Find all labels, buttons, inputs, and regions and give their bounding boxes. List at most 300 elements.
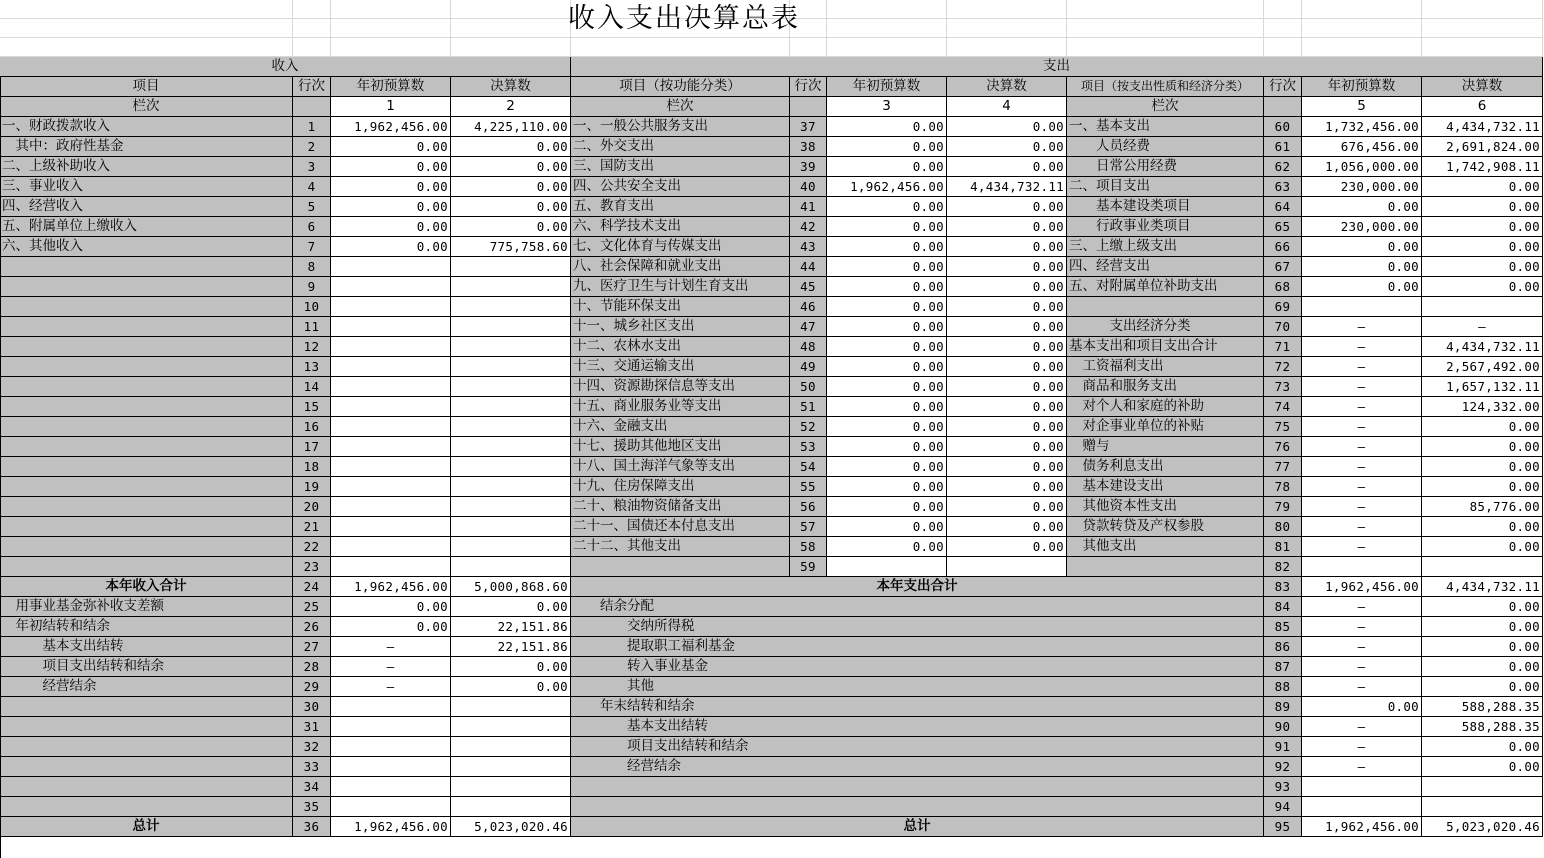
col-header-item-econ[interactable]: 项目（按支出性质和经济分类） — [1067, 77, 1264, 97]
expense-econ-label[interactable]: 五、对附属单位补助支出 — [1067, 277, 1264, 297]
income-summary-label[interactable]: 项目支出结转和结余 — [0, 657, 293, 677]
income-item-label[interactable]: 六、其他收入 — [0, 237, 293, 257]
income-summary-budget[interactable]: — — [331, 677, 451, 697]
income-summary-final[interactable] — [451, 717, 571, 737]
income-budget[interactable] — [331, 397, 451, 417]
expense-func-row-no[interactable]: 38 — [790, 137, 827, 157]
expense-econ-budget[interactable]: — — [1302, 497, 1422, 517]
expense-summary-final[interactable]: 5,023,020.46 — [1422, 817, 1543, 837]
expense-econ-label[interactable]: 工资福利支出 — [1067, 357, 1264, 377]
income-budget[interactable]: 0.00 — [331, 237, 451, 257]
expense-econ-label[interactable]: 四、经营支出 — [1067, 257, 1264, 277]
income-final[interactable] — [451, 557, 571, 577]
expense-summary-row-no[interactable]: 86 — [1264, 637, 1302, 657]
income-budget[interactable]: 0.00 — [331, 177, 451, 197]
expense-summary-label[interactable]: 经营结余 — [571, 757, 1264, 777]
income-item-label[interactable] — [0, 417, 293, 437]
expense-econ-label[interactable] — [1067, 557, 1264, 577]
expense-func-final[interactable]: 0.00 — [947, 357, 1067, 377]
expense-summary-row-no[interactable]: 83 — [1264, 577, 1302, 597]
expense-func-final[interactable]: 0.00 — [947, 517, 1067, 537]
expense-econ-budget[interactable]: — — [1302, 477, 1422, 497]
expense-func-label[interactable] — [571, 557, 790, 577]
expense-econ-row-no[interactable]: 63 — [1264, 177, 1302, 197]
income-budget[interactable]: 0.00 — [331, 197, 451, 217]
income-row-no[interactable]: 4 — [293, 177, 331, 197]
expense-econ-final[interactable]: 2,691,824.00 — [1422, 137, 1543, 157]
income-row-no[interactable]: 9 — [293, 277, 331, 297]
income-budget[interactable]: 0.00 — [331, 217, 451, 237]
expense-func-budget[interactable]: 0.00 — [827, 397, 947, 417]
expense-econ-final[interactable]: 85,776.00 — [1422, 497, 1543, 517]
income-item-label[interactable] — [0, 377, 293, 397]
income-summary-label[interactable]: 年初结转和结余 — [0, 617, 293, 637]
expense-econ-budget[interactable]: 1,732,456.00 — [1302, 117, 1422, 137]
expense-econ-budget[interactable]: — — [1302, 437, 1422, 457]
income-row-no[interactable]: 1 — [293, 117, 331, 137]
expense-econ-row-no[interactable]: 68 — [1264, 277, 1302, 297]
income-row-no[interactable]: 13 — [293, 357, 331, 377]
expense-func-label[interactable]: 十三、交通运输支出 — [571, 357, 790, 377]
expense-summary-row-no[interactable]: 91 — [1264, 737, 1302, 757]
expense-func-final[interactable]: 0.00 — [947, 457, 1067, 477]
expense-econ-budget[interactable]: — — [1302, 457, 1422, 477]
expense-econ-row-no[interactable]: 70 — [1264, 317, 1302, 337]
expense-econ-row-no[interactable]: 66 — [1264, 237, 1302, 257]
expense-func-label[interactable]: 三、国防支出 — [571, 157, 790, 177]
expense-func-label[interactable]: 二十二、其他支出 — [571, 537, 790, 557]
expense-func-row-no[interactable]: 46 — [790, 297, 827, 317]
income-item-label[interactable]: 三、事业收入 — [0, 177, 293, 197]
expense-econ-budget[interactable]: 0.00 — [1302, 257, 1422, 277]
expense-summary-label[interactable]: 转入事业基金 — [571, 657, 1264, 677]
col-header-final[interactable]: 决算数 — [1422, 77, 1543, 97]
income-budget[interactable] — [331, 337, 451, 357]
expense-func-row-no[interactable]: 51 — [790, 397, 827, 417]
expense-summary-final[interactable]: 0.00 — [1422, 637, 1543, 657]
income-summary-label[interactable] — [0, 737, 293, 757]
expense-summary-final[interactable] — [1422, 797, 1543, 817]
expense-func-final[interactable]: 0.00 — [947, 317, 1067, 337]
col-number[interactable]: 5 — [1302, 97, 1422, 117]
expense-summary-row-no[interactable]: 88 — [1264, 677, 1302, 697]
expense-econ-row-no[interactable]: 82 — [1264, 557, 1302, 577]
expense-func-row-no[interactable]: 48 — [790, 337, 827, 357]
expense-econ-row-no[interactable]: 80 — [1264, 517, 1302, 537]
income-summary-label[interactable] — [0, 777, 293, 797]
income-budget[interactable] — [331, 277, 451, 297]
income-summary-budget[interactable]: — — [331, 637, 451, 657]
income-row-no[interactable]: 19 — [293, 477, 331, 497]
expense-func-row-no[interactable]: 59 — [790, 557, 827, 577]
income-item-label[interactable]: 四、经营收入 — [0, 197, 293, 217]
expense-func-final[interactable]: 0.00 — [947, 377, 1067, 397]
col-header-budget[interactable]: 年初预算数 — [331, 77, 451, 97]
expense-func-label[interactable]: 二十一、国债还本付息支出 — [571, 517, 790, 537]
expense-summary-budget[interactable]: — — [1302, 717, 1422, 737]
income-summary-final[interactable] — [451, 697, 571, 717]
expense-func-budget[interactable] — [827, 557, 947, 577]
expense-econ-final[interactable]: 4,434,732.11 — [1422, 337, 1543, 357]
expense-func-budget[interactable]: 0.00 — [827, 377, 947, 397]
col-number[interactable]: 6 — [1422, 97, 1543, 117]
expense-summary-final[interactable]: 0.00 — [1422, 757, 1543, 777]
income-section-header[interactable]: 收入 — [0, 57, 571, 77]
income-budget[interactable]: 1,962,456.00 — [331, 117, 451, 137]
income-final[interactable] — [451, 517, 571, 537]
col-number[interactable]: 1 — [331, 97, 451, 117]
expense-econ-label[interactable]: 行政事业类项目 — [1067, 217, 1264, 237]
expense-func-budget[interactable]: 0.00 — [827, 337, 947, 357]
expense-summary-row-no[interactable]: 87 — [1264, 657, 1302, 677]
expense-summary-final[interactable]: 0.00 — [1422, 737, 1543, 757]
expense-econ-label[interactable]: 对个人和家庭的补助 — [1067, 397, 1264, 417]
expense-func-final[interactable]: 0.00 — [947, 417, 1067, 437]
expense-econ-row-no[interactable]: 61 — [1264, 137, 1302, 157]
expense-econ-label[interactable]: 人员经费 — [1067, 137, 1264, 157]
expense-econ-final[interactable]: 0.00 — [1422, 257, 1543, 277]
income-final[interactable] — [451, 317, 571, 337]
income-item-label[interactable] — [0, 517, 293, 537]
col-label[interactable]: 栏次 — [571, 97, 790, 117]
expense-econ-label[interactable]: 其他资本性支出 — [1067, 497, 1264, 517]
col-label-blank[interactable] — [1264, 97, 1302, 117]
expense-summary-row-no[interactable]: 85 — [1264, 617, 1302, 637]
expense-econ-label[interactable]: 日常公用经费 — [1067, 157, 1264, 177]
expense-summary-label[interactable] — [571, 777, 1264, 797]
col-header-row-no[interactable]: 行次 — [790, 77, 827, 97]
expense-func-final[interactable]: 0.00 — [947, 297, 1067, 317]
income-summary-label[interactable]: 总计 — [0, 817, 293, 837]
expense-func-label[interactable]: 八、社会保障和就业支出 — [571, 257, 790, 277]
expense-econ-label[interactable]: 一、基本支出 — [1067, 117, 1264, 137]
income-item-label[interactable] — [0, 317, 293, 337]
expense-summary-budget[interactable]: 0.00 — [1302, 697, 1422, 717]
expense-func-row-no[interactable]: 53 — [790, 437, 827, 457]
expense-summary-label[interactable]: 结余分配 — [571, 597, 1264, 617]
expense-summary-final[interactable]: 0.00 — [1422, 657, 1543, 677]
income-row-no[interactable]: 5 — [293, 197, 331, 217]
income-row-no[interactable]: 21 — [293, 517, 331, 537]
income-final[interactable] — [451, 337, 571, 357]
expense-section-header[interactable]: 支出 — [571, 57, 1543, 77]
expense-econ-final[interactable]: 2,567,492.00 — [1422, 357, 1543, 377]
expense-econ-final[interactable]: 0.00 — [1422, 197, 1543, 217]
expense-econ-row-no[interactable]: 73 — [1264, 377, 1302, 397]
income-final[interactable] — [451, 537, 571, 557]
income-budget[interactable] — [331, 297, 451, 317]
income-summary-row-no[interactable]: 32 — [293, 737, 331, 757]
expense-func-budget[interactable]: 0.00 — [827, 197, 947, 217]
col-header-row-no[interactable]: 行次 — [293, 77, 331, 97]
expense-func-final[interactable]: 0.00 — [947, 237, 1067, 257]
income-summary-row-no[interactable]: 28 — [293, 657, 331, 677]
income-summary-final[interactable]: 22,151.86 — [451, 617, 571, 637]
expense-func-row-no[interactable]: 43 — [790, 237, 827, 257]
expense-econ-label[interactable]: 商品和服务支出 — [1067, 377, 1264, 397]
income-summary-budget[interactable]: 0.00 — [331, 617, 451, 637]
income-final[interactable] — [451, 397, 571, 417]
expense-func-budget[interactable]: 0.00 — [827, 417, 947, 437]
income-summary-budget[interactable] — [331, 757, 451, 777]
expense-func-budget[interactable]: 0.00 — [827, 277, 947, 297]
income-row-no[interactable]: 20 — [293, 497, 331, 517]
expense-func-row-no[interactable]: 52 — [790, 417, 827, 437]
income-item-label[interactable]: 其中：政府性基金 — [0, 137, 293, 157]
income-summary-budget[interactable]: 1,962,456.00 — [331, 817, 451, 837]
expense-econ-budget[interactable]: 1,056,000.00 — [1302, 157, 1422, 177]
expense-econ-row-no[interactable]: 64 — [1264, 197, 1302, 217]
expense-econ-label[interactable]: 基本建设支出 — [1067, 477, 1264, 497]
expense-econ-row-no[interactable]: 71 — [1264, 337, 1302, 357]
expense-summary-final[interactable] — [1422, 777, 1543, 797]
expense-func-row-no[interactable]: 56 — [790, 497, 827, 517]
col-header-final[interactable]: 决算数 — [947, 77, 1067, 97]
income-item-label[interactable] — [0, 497, 293, 517]
expense-func-label[interactable]: 十五、商业服务业等支出 — [571, 397, 790, 417]
expense-func-row-no[interactable]: 54 — [790, 457, 827, 477]
expense-func-budget[interactable]: 0.00 — [827, 477, 947, 497]
income-budget[interactable]: 0.00 — [331, 157, 451, 177]
expense-func-label[interactable]: 五、教育支出 — [571, 197, 790, 217]
income-summary-label[interactable]: 经营结余 — [0, 677, 293, 697]
income-summary-label[interactable] — [0, 717, 293, 737]
income-summary-budget[interactable]: 0.00 — [331, 597, 451, 617]
expense-func-label[interactable]: 十八、国土海洋气象等支出 — [571, 457, 790, 477]
expense-summary-row-no[interactable]: 95 — [1264, 817, 1302, 837]
income-final[interactable]: 0.00 — [451, 197, 571, 217]
expense-func-row-no[interactable]: 49 — [790, 357, 827, 377]
expense-summary-row-no[interactable]: 94 — [1264, 797, 1302, 817]
income-final[interactable] — [451, 437, 571, 457]
col-label-blank[interactable] — [790, 97, 827, 117]
income-summary-row-no[interactable]: 36 — [293, 817, 331, 837]
income-summary-budget[interactable] — [331, 717, 451, 737]
expense-func-budget[interactable]: 1,962,456.00 — [827, 177, 947, 197]
expense-func-label[interactable]: 一、一般公共服务支出 — [571, 117, 790, 137]
income-row-no[interactable]: 18 — [293, 457, 331, 477]
income-budget[interactable] — [331, 477, 451, 497]
income-summary-budget[interactable]: — — [331, 657, 451, 677]
expense-func-budget[interactable]: 0.00 — [827, 157, 947, 177]
income-summary-final[interactable]: 5,023,020.46 — [451, 817, 571, 837]
income-row-no[interactable]: 7 — [293, 237, 331, 257]
expense-func-budget[interactable]: 0.00 — [827, 217, 947, 237]
expense-func-row-no[interactable]: 40 — [790, 177, 827, 197]
expense-summary-budget[interactable]: — — [1302, 657, 1422, 677]
expense-summary-label[interactable]: 交纳所得税 — [571, 617, 1264, 637]
income-final[interactable] — [451, 357, 571, 377]
income-row-no[interactable]: 22 — [293, 537, 331, 557]
expense-summary-final[interactable]: 0.00 — [1422, 597, 1543, 617]
income-row-no[interactable]: 10 — [293, 297, 331, 317]
income-summary-final[interactable] — [451, 797, 571, 817]
expense-func-label[interactable]: 二十、粮油物资储备支出 — [571, 497, 790, 517]
expense-func-label[interactable]: 十二、农林水支出 — [571, 337, 790, 357]
expense-econ-label[interactable] — [1067, 297, 1264, 317]
income-summary-row-no[interactable]: 29 — [293, 677, 331, 697]
income-budget[interactable] — [331, 317, 451, 337]
income-row-no[interactable]: 8 — [293, 257, 331, 277]
expense-econ-budget[interactable]: — — [1302, 537, 1422, 557]
expense-func-row-no[interactable]: 37 — [790, 117, 827, 137]
expense-func-final[interactable]: 0.00 — [947, 477, 1067, 497]
expense-func-row-no[interactable]: 44 — [790, 257, 827, 277]
expense-econ-row-no[interactable]: 79 — [1264, 497, 1302, 517]
expense-econ-budget[interactable]: — — [1302, 397, 1422, 417]
expense-func-final[interactable]: 0.00 — [947, 337, 1067, 357]
expense-func-label[interactable]: 四、公共安全支出 — [571, 177, 790, 197]
expense-summary-label[interactable]: 基本支出结转 — [571, 717, 1264, 737]
expense-econ-budget[interactable]: — — [1302, 337, 1422, 357]
expense-summary-budget[interactable]: — — [1302, 617, 1422, 637]
expense-func-row-no[interactable]: 47 — [790, 317, 827, 337]
income-budget[interactable]: 0.00 — [331, 137, 451, 157]
col-header-final[interactable]: 决算数 — [451, 77, 571, 97]
income-final[interactable]: 0.00 — [451, 137, 571, 157]
income-summary-row-no[interactable]: 34 — [293, 777, 331, 797]
expense-func-final[interactable]: 0.00 — [947, 277, 1067, 297]
income-item-label[interactable] — [0, 277, 293, 297]
income-summary-final[interactable]: 0.00 — [451, 677, 571, 697]
expense-econ-final[interactable]: 0.00 — [1422, 457, 1543, 477]
income-summary-label[interactable]: 用事业基金弥补收支差额 — [0, 597, 293, 617]
income-item-label[interactable] — [0, 557, 293, 577]
expense-summary-label[interactable]: 年末结转和结余 — [571, 697, 1264, 717]
expense-func-budget[interactable]: 0.00 — [827, 437, 947, 457]
income-budget[interactable] — [331, 257, 451, 277]
expense-summary-budget[interactable]: — — [1302, 757, 1422, 777]
income-summary-final[interactable]: 22,151.86 — [451, 637, 571, 657]
expense-func-budget[interactable]: 0.00 — [827, 317, 947, 337]
income-summary-budget[interactable] — [331, 697, 451, 717]
income-item-label[interactable] — [0, 457, 293, 477]
income-final[interactable] — [451, 377, 571, 397]
income-final[interactable] — [451, 417, 571, 437]
expense-econ-budget[interactable]: — — [1302, 377, 1422, 397]
expense-func-budget[interactable]: 0.00 — [827, 517, 947, 537]
income-final[interactable] — [451, 497, 571, 517]
expense-summary-budget[interactable]: — — [1302, 677, 1422, 697]
expense-func-label[interactable]: 九、医疗卫生与计划生育支出 — [571, 277, 790, 297]
expense-econ-row-no[interactable]: 69 — [1264, 297, 1302, 317]
expense-econ-budget[interactable]: — — [1302, 517, 1422, 537]
income-budget[interactable] — [331, 517, 451, 537]
income-item-label[interactable] — [0, 477, 293, 497]
expense-func-final[interactable]: 0.00 — [947, 497, 1067, 517]
income-row-no[interactable]: 6 — [293, 217, 331, 237]
expense-econ-final[interactable]: 0.00 — [1422, 537, 1543, 557]
expense-func-final[interactable] — [947, 557, 1067, 577]
income-summary-row-no[interactable]: 31 — [293, 717, 331, 737]
expense-func-row-no[interactable]: 58 — [790, 537, 827, 557]
expense-summary-label[interactable]: 其他 — [571, 677, 1264, 697]
expense-econ-budget[interactable]: — — [1302, 317, 1422, 337]
col-header-budget[interactable]: 年初预算数 — [827, 77, 947, 97]
expense-econ-row-no[interactable]: 65 — [1264, 217, 1302, 237]
income-budget[interactable] — [331, 457, 451, 477]
expense-func-label[interactable]: 十七、援助其他地区支出 — [571, 437, 790, 457]
expense-summary-budget[interactable] — [1302, 777, 1422, 797]
expense-func-label[interactable]: 十四、资源勘探信息等支出 — [571, 377, 790, 397]
income-budget[interactable] — [331, 357, 451, 377]
expense-econ-row-no[interactable]: 74 — [1264, 397, 1302, 417]
expense-func-final[interactable]: 0.00 — [947, 117, 1067, 137]
expense-econ-label[interactable]: 基本支出和项目支出合计 — [1067, 337, 1264, 357]
expense-econ-final[interactable] — [1422, 557, 1543, 577]
income-summary-row-no[interactable]: 25 — [293, 597, 331, 617]
income-summary-budget[interactable]: 1,962,456.00 — [331, 577, 451, 597]
expense-func-row-no[interactable]: 42 — [790, 217, 827, 237]
income-item-label[interactable] — [0, 437, 293, 457]
col-label-blank[interactable] — [293, 97, 331, 117]
expense-econ-row-no[interactable]: 76 — [1264, 437, 1302, 457]
expense-econ-label[interactable]: 二、项目支出 — [1067, 177, 1264, 197]
income-summary-budget[interactable] — [331, 737, 451, 757]
income-final[interactable]: 0.00 — [451, 217, 571, 237]
expense-econ-final[interactable]: 0.00 — [1422, 517, 1543, 537]
expense-func-budget[interactable]: 0.00 — [827, 117, 947, 137]
expense-econ-row-no[interactable]: 81 — [1264, 537, 1302, 557]
expense-econ-budget[interactable]: 230,000.00 — [1302, 177, 1422, 197]
income-final[interactable] — [451, 277, 571, 297]
expense-func-final[interactable]: 0.00 — [947, 197, 1067, 217]
expense-econ-budget[interactable]: 0.00 — [1302, 237, 1422, 257]
expense-func-budget[interactable]: 0.00 — [827, 137, 947, 157]
col-number[interactable]: 4 — [947, 97, 1067, 117]
expense-func-budget[interactable]: 0.00 — [827, 237, 947, 257]
expense-summary-budget[interactable]: — — [1302, 637, 1422, 657]
income-final[interactable]: 0.00 — [451, 157, 571, 177]
income-item-label[interactable]: 二、上级补助收入 — [0, 157, 293, 177]
income-final[interactable]: 0.00 — [451, 177, 571, 197]
expense-econ-final[interactable]: — — [1422, 317, 1543, 337]
expense-func-label[interactable]: 七、文化体育与传媒支出 — [571, 237, 790, 257]
income-row-no[interactable]: 2 — [293, 137, 331, 157]
expense-func-budget[interactable]: 0.00 — [827, 297, 947, 317]
expense-econ-budget[interactable]: 676,456.00 — [1302, 137, 1422, 157]
income-summary-final[interactable] — [451, 777, 571, 797]
expense-func-budget[interactable]: 0.00 — [827, 457, 947, 477]
income-summary-row-no[interactable]: 35 — [293, 797, 331, 817]
income-summary-final[interactable]: 0.00 — [451, 657, 571, 677]
col-label[interactable]: 栏次 — [1067, 97, 1264, 117]
expense-econ-row-no[interactable]: 77 — [1264, 457, 1302, 477]
expense-func-budget[interactable]: 0.00 — [827, 537, 947, 557]
income-summary-label[interactable] — [0, 797, 293, 817]
expense-econ-budget[interactable]: 230,000.00 — [1302, 217, 1422, 237]
expense-econ-label[interactable]: 对企事业单位的补贴 — [1067, 417, 1264, 437]
expense-summary-final[interactable]: 4,434,732.11 — [1422, 577, 1543, 597]
expense-func-row-no[interactable]: 50 — [790, 377, 827, 397]
income-row-no[interactable]: 12 — [293, 337, 331, 357]
income-summary-final[interactable]: 5,000,868.60 — [451, 577, 571, 597]
expense-summary-budget[interactable] — [1302, 797, 1422, 817]
expense-summary-final[interactable]: 588,288.35 — [1422, 717, 1543, 737]
expense-func-final[interactable]: 0.00 — [947, 217, 1067, 237]
col-header-item-func[interactable]: 项目（按功能分类） — [571, 77, 790, 97]
income-row-no[interactable]: 14 — [293, 377, 331, 397]
expense-econ-row-no[interactable]: 78 — [1264, 477, 1302, 497]
expense-econ-final[interactable]: 0.00 — [1422, 217, 1543, 237]
expense-econ-row-no[interactable]: 60 — [1264, 117, 1302, 137]
expense-func-final[interactable]: 0.00 — [947, 397, 1067, 417]
expense-econ-final[interactable]: 0.00 — [1422, 277, 1543, 297]
income-item-label[interactable] — [0, 257, 293, 277]
income-item-label[interactable] — [0, 357, 293, 377]
income-row-no[interactable]: 11 — [293, 317, 331, 337]
expense-summary-label[interactable]: 项目支出结转和结余 — [571, 737, 1264, 757]
